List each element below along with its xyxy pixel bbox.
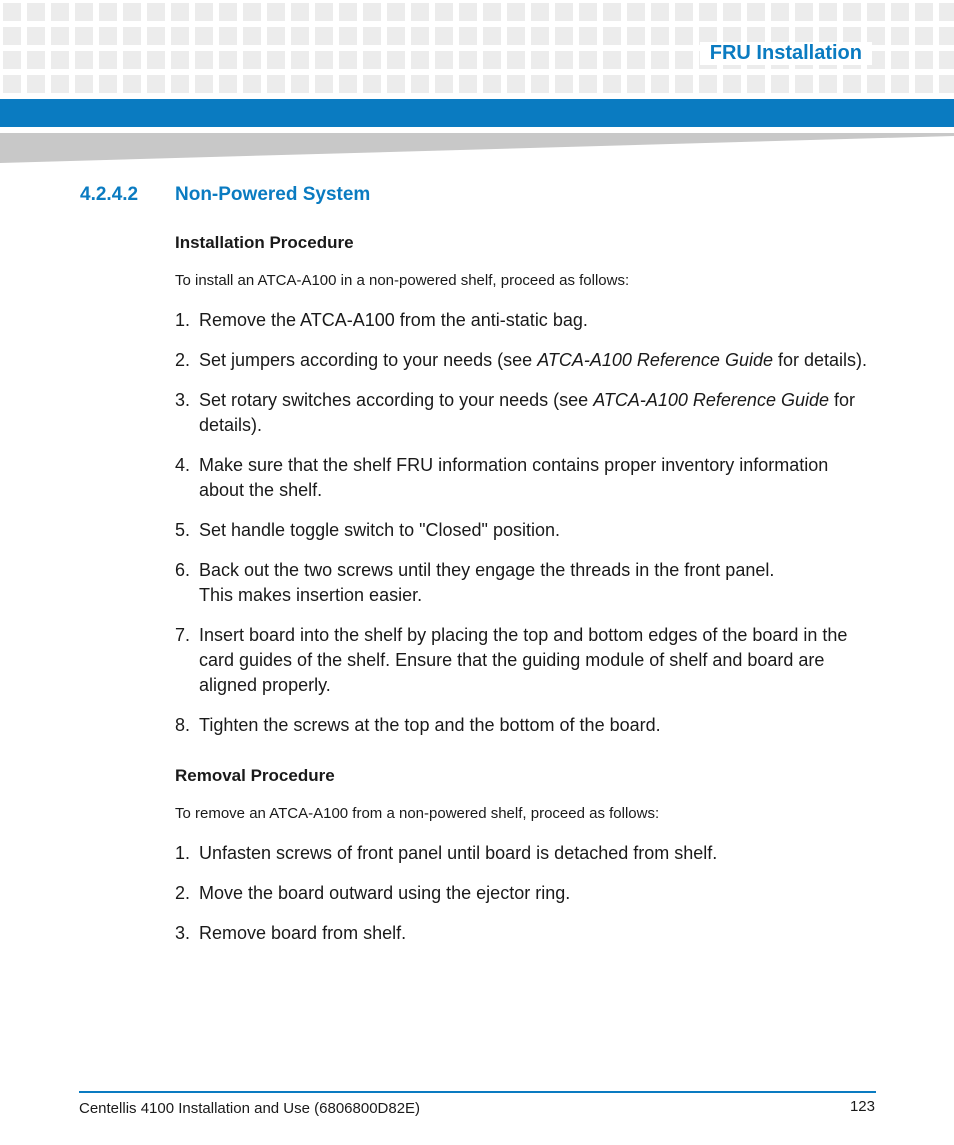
- header-tile: [627, 51, 645, 69]
- header-tile: [939, 27, 954, 45]
- header-tile: [51, 27, 69, 45]
- header-tile: [771, 3, 789, 21]
- header-tile: [891, 27, 909, 45]
- header-tile: [579, 51, 597, 69]
- header-tile: [483, 3, 501, 21]
- header-tile: [387, 27, 405, 45]
- reference-guide-link: ATCA-A100 Reference Guide: [537, 350, 773, 370]
- list-item: 1. Unfasten screws of front panel until board is detached from shelf.: [175, 843, 718, 863]
- header-tile: [771, 75, 789, 93]
- header-tile: [171, 51, 189, 69]
- header-tile: [939, 3, 954, 21]
- header-tile: [699, 75, 717, 93]
- header-tile: [435, 3, 453, 21]
- header-tile: [3, 75, 21, 93]
- header-tile: [675, 51, 693, 69]
- list-item: 2. Set jumpers according to your needs (see ATCA-A100 Reference Guide for details).: [175, 350, 868, 370]
- header-tile: [651, 75, 669, 93]
- chapter-title: FRU Installation: [700, 42, 872, 65]
- header-tile: [99, 3, 117, 21]
- header-tile: [27, 27, 45, 45]
- header-tile: [3, 27, 21, 45]
- header-tile: [387, 75, 405, 93]
- header-tile: [651, 3, 669, 21]
- header-tile: [723, 3, 741, 21]
- header-tile: [291, 51, 309, 69]
- header-tile: [147, 27, 165, 45]
- header-tile: [123, 27, 141, 45]
- header-tile: [531, 51, 549, 69]
- list-item: 8. Tighten the screws at the top and the bottom of the board.: [175, 715, 661, 735]
- header-tile: [27, 51, 45, 69]
- installation-procedure: [175, 233, 875, 738]
- header-tile: [267, 75, 285, 93]
- header-tile: [171, 27, 189, 45]
- header-tile: [483, 27, 501, 45]
- header-tile: [507, 75, 525, 93]
- header-tile: [507, 3, 525, 21]
- header-tile: [531, 3, 549, 21]
- header-tile: [603, 75, 621, 93]
- header-tile: [291, 27, 309, 45]
- header-tile: [915, 75, 933, 93]
- header-tile: [675, 27, 693, 45]
- header-tile: [459, 75, 477, 93]
- removal-procedure: [175, 766, 875, 946]
- header-tile: [411, 75, 429, 93]
- list-item: 4. Make sure that the shelf FRU information contains proper inventory information about the shelf.: [175, 455, 829, 500]
- header-tile: [3, 3, 21, 21]
- header-tile: [147, 3, 165, 21]
- header-tile: [267, 3, 285, 21]
- header-tile: [363, 3, 381, 21]
- header-tile: [291, 3, 309, 21]
- header-tile: [675, 3, 693, 21]
- header-tile: [171, 3, 189, 21]
- header-tile: [363, 75, 381, 93]
- list-item: 2. Move the board outward using the ejector ring.: [175, 883, 571, 903]
- footer-doc-title: Centellis 4100 Installation and Use (6806800D82E): [79, 1100, 421, 1117]
- header-tile: [195, 3, 213, 21]
- list-item: 7. Insert board into the shelf by placing the top and bottom edges of the board in the card guides of the shelf. Ensure that the guiding module of shelf and board are aligned properly.: [175, 625, 848, 695]
- header-tile: [795, 3, 813, 21]
- header-tile: [195, 51, 213, 69]
- header-tile: [915, 3, 933, 21]
- header-gray-wedge: [0, 131, 954, 163]
- header-tile: [435, 27, 453, 45]
- header-tile: [603, 51, 621, 69]
- header-tile: [651, 51, 669, 69]
- header-tile: [579, 3, 597, 21]
- header-tile: [579, 75, 597, 93]
- installation-intro: To install an ATCA-A100 in a non-powered shelf, proceed as follows:: [175, 272, 630, 289]
- page-number: 123: [849, 1098, 875, 1115]
- header-tile: [435, 75, 453, 93]
- header-tile: [459, 3, 477, 21]
- header-tile: [315, 3, 333, 21]
- header-tile: [627, 3, 645, 21]
- header-tile: [315, 51, 333, 69]
- header-tile: [339, 51, 357, 69]
- header-tile: [747, 75, 765, 93]
- header-tile: [99, 75, 117, 93]
- header-tile: [483, 51, 501, 69]
- header-tile: [291, 75, 309, 93]
- header-tile: [123, 51, 141, 69]
- header-tile: [915, 27, 933, 45]
- header-tile: [99, 51, 117, 69]
- header-tile: [387, 3, 405, 21]
- header-tile: [507, 27, 525, 45]
- header-tile: [243, 3, 261, 21]
- header-tile: [891, 3, 909, 21]
- reference-guide-link: ATCA-A100 Reference Guide: [593, 390, 829, 410]
- header-tile: [939, 51, 954, 69]
- installation-steps: [175, 308, 875, 738]
- header-tile: [843, 75, 861, 93]
- header-tile: [27, 3, 45, 21]
- header-tile: [843, 3, 861, 21]
- header-tile: [3, 51, 21, 69]
- header-tile: [531, 27, 549, 45]
- header-tile: [219, 75, 237, 93]
- header-tile: [627, 27, 645, 45]
- header-tile: [891, 75, 909, 93]
- header-tile: [147, 75, 165, 93]
- header-tile: [123, 75, 141, 93]
- header-tile: [723, 75, 741, 93]
- header-tile: [819, 3, 837, 21]
- header-tile: [243, 51, 261, 69]
- list-item: 1. Remove the ATCA-A100 from the anti-static bag.: [175, 310, 588, 330]
- removal-heading: Removal Procedure: [175, 766, 335, 785]
- header-tile: [315, 75, 333, 93]
- header-tile: [339, 27, 357, 45]
- header-tile: [219, 3, 237, 21]
- header-tile: [75, 75, 93, 93]
- header-tile: [51, 3, 69, 21]
- header-tile: [123, 3, 141, 21]
- header-tile: [219, 27, 237, 45]
- header-tile: [699, 3, 717, 21]
- section-heading: [80, 184, 370, 206]
- header-tile: [411, 27, 429, 45]
- header-tile: [435, 51, 453, 69]
- header-tile: [627, 75, 645, 93]
- header-tile: [867, 3, 885, 21]
- header-tile: [27, 75, 45, 93]
- list-item: 6. Back out the two screws until they engage the threads in the front panel. This makes insertion easier.: [175, 560, 775, 605]
- list-item: 3. Remove board from shelf.: [175, 923, 407, 943]
- header-tile: [51, 51, 69, 69]
- header-tile: [459, 51, 477, 69]
- header-tile: [219, 51, 237, 69]
- header-tile: [195, 75, 213, 93]
- header-tile: [339, 3, 357, 21]
- removal-steps: [175, 841, 875, 946]
- header-tile: [819, 75, 837, 93]
- header-tile: [171, 75, 189, 93]
- header-tile: [315, 27, 333, 45]
- header-tile: [75, 51, 93, 69]
- list-item: 5. Set handle toggle switch to "Closed" position.: [175, 520, 560, 540]
- installation-heading: Installation Procedure: [175, 233, 354, 252]
- list-item: 3. Set rotary switches according to your needs (see ATCA-A100 Reference Guide for details).: [175, 390, 856, 435]
- header-tile: [867, 75, 885, 93]
- header-tile: [363, 51, 381, 69]
- header-tile: [267, 27, 285, 45]
- header-tile: [507, 51, 525, 69]
- header-tile: [51, 75, 69, 93]
- header-tile: [795, 75, 813, 93]
- header-tile: [75, 27, 93, 45]
- header-tile: [195, 27, 213, 45]
- header-tile: [675, 75, 693, 93]
- header-tile: [555, 51, 573, 69]
- header-tile: [651, 27, 669, 45]
- removal-intro: To remove an ATCA-A100 from a non-powered shelf, proceed as follows:: [175, 805, 660, 822]
- header-tile: [579, 27, 597, 45]
- header-tile: [555, 3, 573, 21]
- header-tile: [555, 75, 573, 93]
- header-tile: [555, 27, 573, 45]
- footer-rule: [79, 1091, 876, 1093]
- header-blue-band: [0, 99, 954, 127]
- section-title: Non-Powered System: [175, 184, 371, 205]
- header-tile: [939, 75, 954, 93]
- header-tile: [243, 75, 261, 93]
- header-tile: [243, 27, 261, 45]
- header-tile: [99, 27, 117, 45]
- header-tile: [531, 75, 549, 93]
- header-tile: [339, 75, 357, 93]
- header-tile: [483, 75, 501, 93]
- header-tile: [891, 51, 909, 69]
- header-tile: [411, 3, 429, 21]
- header-tile: [75, 3, 93, 21]
- header-tile: [363, 27, 381, 45]
- header-tile: [603, 3, 621, 21]
- header-tile: [603, 27, 621, 45]
- header-tile: [411, 51, 429, 69]
- header-tile: [387, 51, 405, 69]
- header-tile: [747, 3, 765, 21]
- header-tile: [915, 51, 933, 69]
- header-tile: [267, 51, 285, 69]
- header-tile: [147, 51, 165, 69]
- header-tile: [459, 27, 477, 45]
- section-number: 4.2.4.2: [80, 184, 139, 205]
